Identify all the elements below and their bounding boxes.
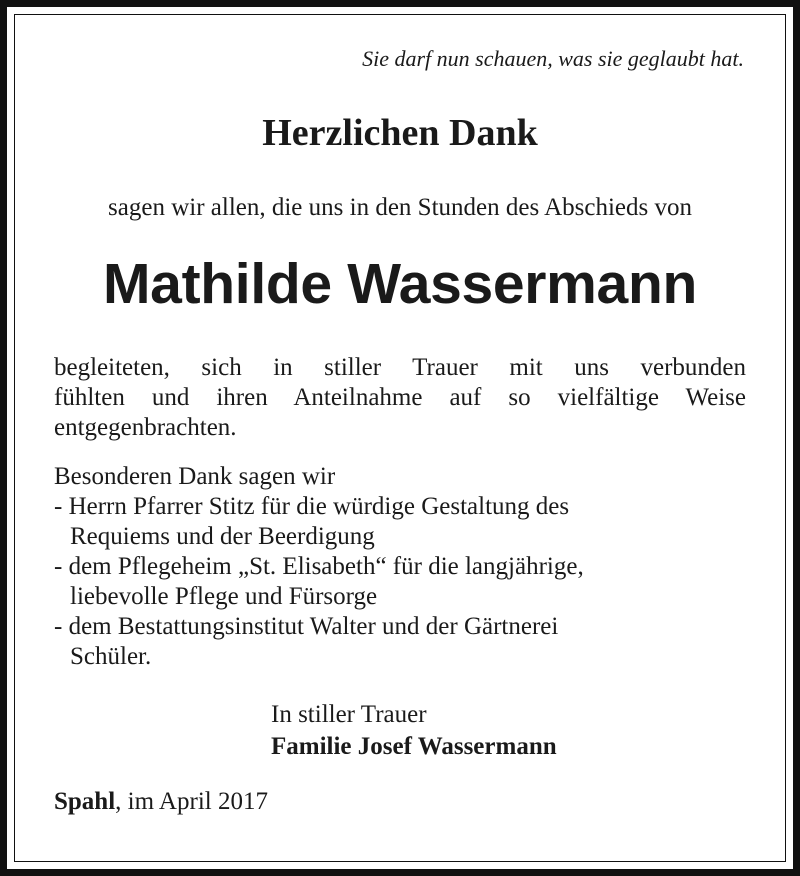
heading: Herzlichen Dank [262,112,538,154]
paragraph-line: fühlten und ihren Anteilnahme auf so vielfältige Weise [54,384,746,411]
date-text: , im April 2017 [115,788,268,815]
thanks-item-continuation: Requiems und der Beerdigung [70,523,375,550]
paragraph-line: begleiteten, sich in stiller Trauer mit uns verbunden [54,354,746,381]
place-date [54,786,268,818]
thanks-item: - dem Bestattungsinstitut Walter und der Gärtnerei [54,613,559,640]
mourning-line: In stiller Trauer [271,701,427,728]
signature-block [271,699,557,763]
motto-quote: Sie darf nun schauen, was sie geglaubt hat. [362,46,744,71]
place-name: Spahl [54,788,116,815]
deceased-name: Mathilde Wassermann [103,252,697,316]
paragraph-line: entgegenbrachten. [54,414,237,441]
family-name: Familie Josef Wassermann [271,733,557,760]
thanks-item-continuation: Schüler. [70,643,152,670]
thanks-item-continuation: liebevolle Pflege und Fürsorge [70,583,378,610]
special-thanks-lead: Besonderen Dank sagen wir [54,463,336,490]
thanks-item: - dem Pflegeheim „St. Elisabeth“ für die langjährige, [54,553,584,580]
thanks-item: - Herrn Pfarrer Stitz für die würdige Gestaltung des [54,493,570,520]
thanks-paragraph [54,353,746,443]
intro-text: sagen wir allen, die uns in den Stunden des Abschieds von [108,194,692,221]
special-thanks [54,462,754,672]
